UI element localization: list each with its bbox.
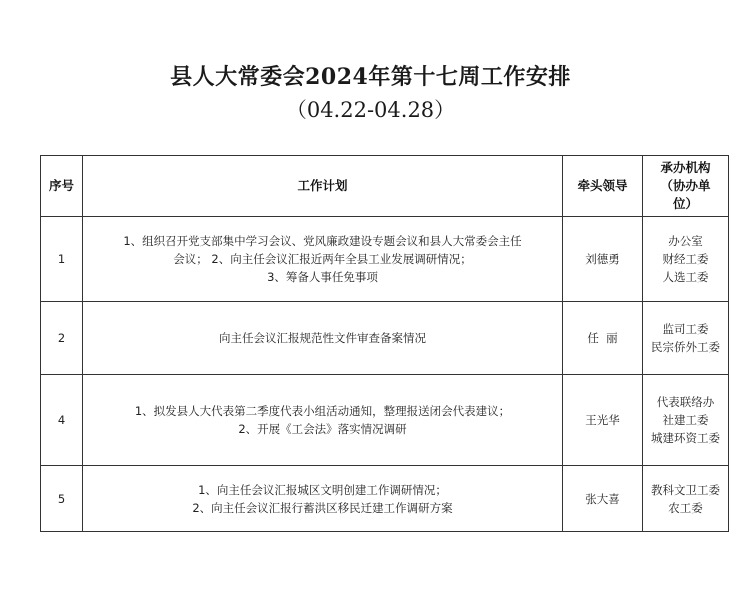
row-plan — [83, 466, 563, 532]
table-row — [41, 375, 729, 466]
org-line: 民宗侨外工委 — [651, 340, 720, 354]
plan-line: 会议； 2、向主任会议汇报近两年全县工业发展调研情况； — [173, 252, 472, 266]
org-line: 农工委 — [668, 500, 703, 515]
org-line: 人选工委 — [662, 270, 709, 284]
row-lead: 任 丽 — [563, 302, 643, 375]
row-lead: 张大喜 — [563, 466, 643, 532]
header-org-line: 承办机构 — [660, 160, 711, 175]
table-row — [41, 466, 729, 532]
header-plan: 工作计划 — [83, 156, 563, 217]
header-org-line: （协办单 — [660, 178, 711, 193]
table-header-row — [41, 156, 729, 217]
table-row — [41, 302, 729, 375]
plan-line: 1、向主任会议汇报城区文明创建工作调研情况； — [198, 482, 447, 497]
row-seq: 2 — [41, 302, 83, 375]
org-line: 监司工委 — [662, 322, 709, 336]
title-date-range: （04.22-04.28） — [285, 98, 456, 122]
row-plan — [83, 375, 563, 466]
plan-line: 2、向主任会议汇报行蓄洪区移民迁建工作调研方案 — [192, 500, 453, 515]
header-lead: 牵头领导 — [563, 156, 643, 217]
row-org — [643, 302, 729, 375]
table-row — [41, 217, 729, 302]
plan-line: 1、拟发县人大代表第二季度代表小组活动通知，整理报送闭会代表建议； — [134, 404, 511, 418]
org-line: 财经工委 — [662, 252, 709, 266]
org-line: 办公室 — [668, 234, 703, 248]
plan-line: 1、组织召开党支部集中学习会议、党风廉政建设专题会议和县人大常委会主任 — [123, 234, 522, 248]
row-plan — [83, 302, 563, 375]
header-org — [643, 156, 729, 217]
document-title — [0, 62, 741, 126]
row-seq: 4 — [41, 375, 83, 466]
header-org-line: 位） — [672, 196, 698, 211]
plan-line: 2、开展《工会法》落实情况调研 — [238, 422, 407, 436]
plan-line: 3、筹备人事任免事项 — [267, 270, 378, 284]
title-main: 县人大常委会2024年第十七周工作安排 — [170, 64, 571, 90]
row-seq: 5 — [41, 466, 83, 532]
row-org — [643, 217, 729, 302]
header-seq: 序号 — [41, 156, 83, 217]
row-plan — [83, 217, 563, 302]
org-line: 教科文卫工委 — [651, 482, 720, 497]
row-org — [643, 466, 729, 532]
row-seq: 1 — [41, 217, 83, 302]
plan-line: 向主任会议汇报规范性文件审查备案情况 — [219, 331, 426, 345]
row-lead: 刘德勇 — [563, 217, 643, 302]
org-line: 城建环资工委 — [651, 431, 720, 445]
row-lead: 王光华 — [563, 375, 643, 466]
org-line: 代表联络办 — [656, 395, 715, 409]
org-line: 社建工委 — [662, 413, 709, 427]
work-schedule-table — [40, 155, 729, 532]
row-org — [643, 375, 729, 466]
